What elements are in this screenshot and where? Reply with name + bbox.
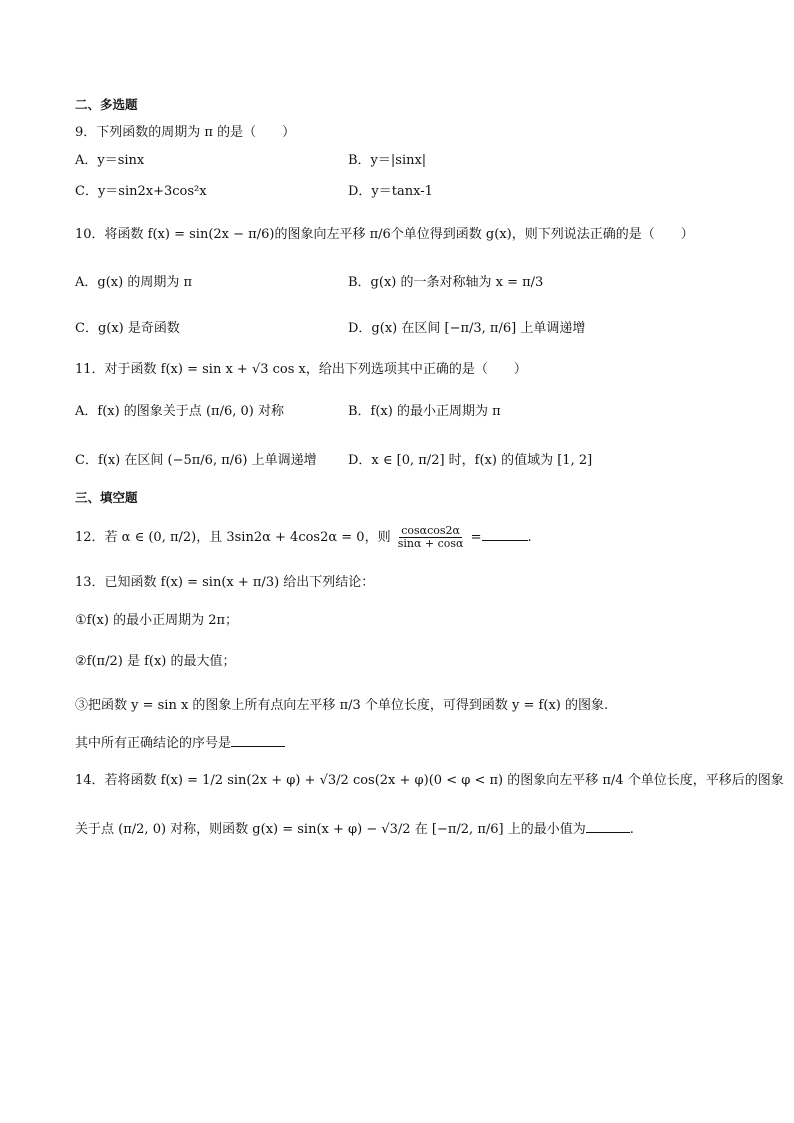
q12-numerator: cosαcos2α — [401, 524, 460, 537]
q13-item-2 — [75, 653, 236, 671]
q10-shift-fraction: π/6 — [369, 227, 391, 242]
q11-option-a — [75, 403, 284, 421]
q14-coef-sqrt3-half: √3/2 — [319, 773, 349, 788]
q11-option-a-text: A．f(x) 的图象关于点 — [75, 404, 202, 419]
q14-cos-term: cos(2x + φ)(0 < φ < π) 的图象向左平移 — [352, 773, 599, 788]
q14-point: (π/2, 0) — [118, 822, 167, 837]
q14-interval: [−π/2, π/6] — [431, 822, 504, 837]
q11-option-b: B．f(x) 的最小正周期为 π — [348, 404, 501, 419]
q13-stem — [75, 574, 374, 592]
q10-stem-arg: (2x − π/6) — [208, 227, 275, 242]
q12-part2: ，且 3sin2α + 4cos2α = 0，则 — [196, 530, 391, 545]
q11-option-a-tail: 对称 — [257, 404, 284, 419]
q13-item-3-shift: π/3 — [339, 698, 361, 713]
q11-option-c-text: C．f(x) 在区间 — [75, 453, 164, 468]
q13-item-1: ①f(x) 的最小正周期为 2π； — [75, 613, 239, 628]
q11-option-c-tail: 上单调递增 — [251, 453, 317, 468]
q10-option-a: A．g(x) 的周期为 π — [75, 275, 192, 290]
q9-stem: 9．下列函数的周期为 π 的是（ ） — [75, 125, 296, 140]
q13-item-3-text: ③把函数 y = sin x 的图象上所有点向左平移 — [75, 698, 336, 713]
q14-part3: 关于点 — [75, 822, 115, 837]
q14-part1: 14．若将函数 f(x) = — [75, 773, 198, 788]
q11-option-d-interval: [0, π/2] — [396, 453, 445, 468]
q9-option-c: C．y＝sin2x+3cos²x — [75, 184, 207, 199]
q14-part4: 对称，则函数 g(x) = sin(x + φ) − — [170, 822, 378, 837]
q14-part2: 个单位长度，平移后的图象 — [627, 773, 784, 788]
q14-coef-half: 1/2 — [202, 773, 224, 788]
q12-equals: = — [470, 530, 482, 545]
q14-period: . — [629, 822, 634, 837]
q14-part6: 上的最小值为 — [507, 822, 586, 837]
q13-answer-blank[interactable] — [231, 746, 285, 747]
q12-denominator: sinα + cosα — [397, 537, 464, 550]
q14-shift: π/4 — [602, 773, 624, 788]
q14-sin-term: sin(2x + φ) + — [227, 773, 316, 788]
q12-part1: 12．若 α ∈ — [75, 530, 145, 545]
q10-option-b-value: π/3 — [522, 275, 544, 290]
q10-stem-part3: 个单位得到函数 g(x)，则下列说法正确的是（ ） — [390, 227, 694, 242]
q10-option-d-text: D．g(x) 在区间 — [348, 321, 441, 336]
q11-option-c — [75, 452, 317, 470]
q14-const: √3/2 — [381, 822, 411, 837]
q13-item-2-f: ②f — [75, 654, 92, 669]
q10-option-c: C．g(x) 是奇函数 — [75, 321, 180, 336]
q11-option-d-tail: 时，f(x) 的值域为 [1, 2] — [448, 453, 593, 468]
q10-stem-part1: 10．将函数 f(x) = sin — [75, 227, 209, 242]
q9-option-d: D．y＝tanx-1 — [348, 184, 433, 199]
q9-option-b: B．y＝|sinx| — [348, 153, 427, 168]
q10-option-d-interval: [−π/3, π/6] — [444, 321, 517, 336]
q11-option-d — [348, 452, 592, 470]
q10-option-b — [348, 274, 543, 292]
q13-arg: (x + π/3) — [221, 575, 280, 590]
q10-option-d-tail: 上单调递增 — [520, 321, 586, 336]
q9-option-a: A．y＝sinx — [75, 153, 145, 168]
q11-option-d-text: D．x ∈ — [348, 453, 393, 468]
q12-fraction — [396, 525, 466, 550]
q10-stem — [75, 226, 694, 244]
q14-answer-blank[interactable] — [586, 832, 630, 833]
q11-stem: 11．对于函数 f(x) = sin x + √3 cos x，给出下列选项其中正确的是（ ） — [75, 362, 527, 377]
q14-line-2 — [75, 821, 634, 839]
q11-option-a-point: (π/6, 0) — [205, 404, 254, 419]
q13-item-3-tail: 个单位长度，可得到函数 y = f(x) 的图象. — [364, 698, 609, 713]
q12-answer-blank[interactable] — [482, 540, 528, 541]
q10-option-d — [348, 320, 585, 338]
q12-period: . — [527, 530, 532, 545]
q13-answer-line — [75, 735, 285, 753]
q13-part2: 给出下列结论： — [283, 575, 375, 590]
q11-option-c-interval: (−5π/6, π/6) — [167, 453, 248, 468]
section-title-multiple-choice: 二、多选题 — [75, 97, 138, 112]
q14-part5: 在 — [414, 822, 428, 837]
q14-line-1 — [75, 772, 784, 790]
q10-stem-part2: 的图象向左平移 — [274, 227, 366, 242]
q10-option-b-text: B．g(x) 的一条对称轴为 x = — [348, 275, 518, 290]
q12 — [75, 525, 532, 550]
q12-interval: (0, π/2) — [148, 530, 197, 545]
q13-part1: 13．已知函数 f(x) = sin — [75, 575, 222, 590]
q13-item-2-tail: 是 f(x) 的最大值； — [126, 654, 236, 669]
section-title-fill-in: 三、填空题 — [75, 490, 138, 505]
q13-item-3 — [75, 697, 608, 715]
q13-answer-prompt: 其中所有正确结论的序号是 — [75, 736, 232, 751]
q13-item-2-arg: (π/2) — [91, 654, 123, 669]
